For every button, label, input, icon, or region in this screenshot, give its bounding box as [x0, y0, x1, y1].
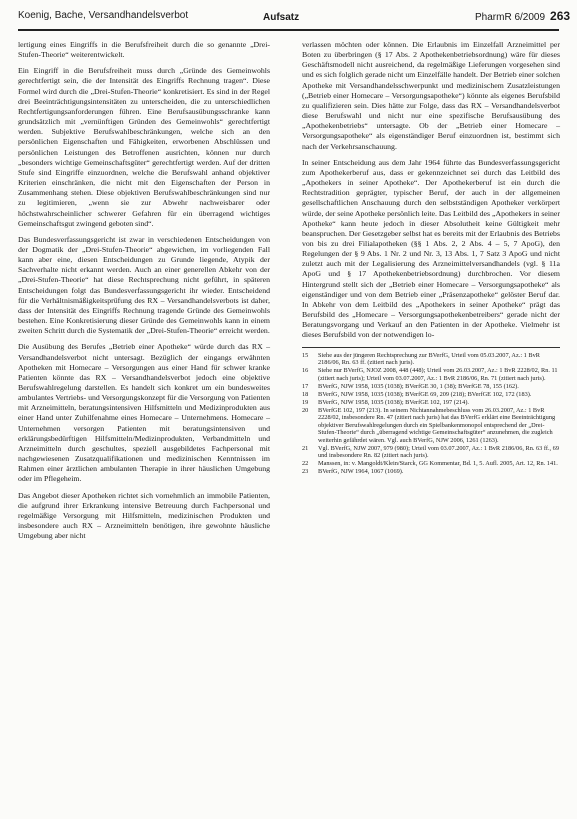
footnote — [302, 445, 560, 460]
footnote-number: 20 — [302, 406, 309, 414]
left-column — [18, 40, 270, 547]
paragraph: lertigung eines Eingriffs in die Berufsfreiheit durch die so genannte „Drei-Stufen-Theorie“ weiterentwickelt. — [18, 40, 270, 60]
footnote-text: Vgl. BVerfG, NJW 2007, 979 (980); Urteil vom 03.07.2007, Az.: 1 BvR 2186/06, Rn. 63 ff., 69 und insbesondere Rn. 82 (zitiert nach juris). — [318, 444, 559, 460]
paragraph: verlassen möchten oder können. Die Erlaubnis im Einzelfall Arzneimittel per Boten zu überbringen (§ 17 Abs. 2 Apothekenbetriebsordnung) wäre für dieses Geschäftsmodell nicht ausreichend, da regelmäßige Lieferungen vorgesehen sind und es sich folglich gerade nicht um Einzelfälle handelt. Der Betrieb einer solchen Apotheke mit Versandhandelsschwerpunkt und medizinischem Zusatzleistungen („Betrieb einer Homecare – Versorgungsapotheke“) könnte als eigenes Berufsbild zu qualifizieren sein. Dies hätte zur Folge, dass das RX – Versandhandelsverbot diese Berufswahl und nicht nur eine spezifische Berufsausübung des „Apothekenbetriebs“ untersagte. Ob der „Betrieb einer Homecare – Versorgungsapotheke“ als eigenständiger Beruf einzuordnen ist, bestimmt sich nach der Verkehrsanschauung. — [302, 40, 560, 151]
paragraph: In seiner Entscheidung aus dem Jahr 1964 führte das Bundesverfassungsgericht zum Apothekerberuf aus, dass er gekennzeichnet sei durch das Leitbild des „Apothekers in seiner Apotheke“. Der Apothekerberuf ist ein durch die Rechtstradition geprägter, typischer Beruf, der auch in der allgemeinen gesellschaftlichen Anschauung durch den selbstständigen Apotheker verkörpert würde, der seine Apotheke persönlich leite. Das Leitbild des „Apothekers in seiner Apotheke“ kann heute jedoch in dieser Absolutheit keine Gültigkeit mehr beanspruchen. Der Gesetzgeber selbst hat es bereits mit der Erlaubnis des Betriebs von bis zu drei Filialapotheken (§§ 1 Abs. 2, 2 Abs. 4 – 5, 7 ApoG), den Regelungen der § 9 Abs. 1 Nr. 2 und Nr. 3, 13 Abs. 1, 7 Satz 3 ApoG und nicht zuletzt auch mit der Legalisierung des Arzneimittelversandhandels (vgl. § 11a ApoG und § 17 Apothekenbetriebsordnung) durchbrochen. Vor diesem Hintergrund stellt sich der „Betrieb einer Homecare – Versorgungsapotheke“ als eigenständiger und von dem Betrieb einer „Präsenzapotheke“ gelöster Beruf dar. In Abkehr von dem Leitbild des „Apothekers in seiner Apotheke“ prägt das Berufsbild des „Homecare – Versorgungsapothekenbetreibers“ gerade nicht der Beratungsvorgang und Verkauf an den Patienten in der Apotheke. Vielmehr ist dieses Berufsbild von der notwendigen lo- — [302, 157, 560, 340]
footnote-number: 21 — [302, 444, 309, 452]
footnote-number: 15 — [302, 351, 309, 359]
right-column — [302, 40, 560, 476]
footnote-text: Manssen, in: v. Mangoldt/Klein/Starck, GG Kommentar, Bd. 1, 5. Aufl. 2005, Art. 12, Rn. 141. — [318, 460, 558, 468]
paragraph: Das Angebot dieser Apotheken richtet sich vornehmlich an immobile Patienten, die aufgrund ihrer Erkrankung intensive Betreuung durch Fachpersonal und regelmäßige Versorgung mit Hilfsmitteln, medizinischen Produkten und insbesondere auch RX – Arzneimitteln benötigen, ihre gewohnte häusliche Umgebung aber nicht — [18, 490, 270, 541]
footnote-text: BVerfG, NJW 1964, 1067 (1069). — [318, 468, 404, 476]
footnote — [302, 352, 560, 367]
paragraph: Die Ausübung des Berufes „Betrieb einer Apotheke“ würde durch das RX – Versandhandelsverbot nicht untersagt. Bezüglich der eingangs erwähnten Apotheken mit Homecare – Versorgungen aus einer Hand für schwer kranke Patienten könnte das RX – Versandhandelsverbot jedoch eine objektive Berufswahlregelung darstellen. Es handelt sich konkret um ein bundesweites ambulantes Vertriebs- und Versorgungskonzept für die Versorgung von Patienten mit Arzneimitteln, beratungsintensiven Hilfsmitteln und Medizinprodukten aus einer Hand unter Zuhilfenahme eines Homecare – Unternehmens. Homecare – Unternehmen versorgen Patienten mit beratungsintensiven und erklärungsbedürftigen Hilfsmitteln/Medizinprodukten, Verbandmitteln und Arzneimitteln durch geschultes, speziell ausgebildetes Fachpersonal mit nachgewiesenen Zusatzqualifikationen und medizinischen Kenntnissen im Rahmen einer ärztlichen ambulanten Therapie in ihrer häuslichen Umgebung oder im Pflegeheim. — [18, 342, 270, 484]
footnote — [302, 399, 560, 407]
footnote — [302, 367, 560, 382]
footnote-text: BVerfG, NJW 1958, 1035 (1038); BVerfGE 69, 209 (218); BVerfGE 102, 172 (183). — [318, 390, 532, 398]
header-rule — [18, 29, 559, 31]
page-number: 263 — [550, 9, 571, 23]
journal-page — [475, 9, 570, 23]
footnote-divider — [302, 347, 560, 348]
footnote-text: Siehe nur BVerfG, NJOZ 2008, 448 (448); Urteil vom 26.03.2007, Az.: 1 BvR 2228/02, Rn. 11 (zitiert nach juris); Urteil vom 03.07.2007, Az.: 1 BvR 2186/06, Rn. 71 (zitiert nach juris). — [318, 367, 558, 382]
footnote-number: 23 — [302, 468, 309, 476]
footnote-number: 19 — [302, 398, 309, 406]
footnote-text: Siehe aus der jüngeren Rechtsprechung zur BVerfG, Urteil vom 05.03.2007, Az.: 1 BvR 2186/06, Rn. 63 ff. (zitiert nach juris). — [318, 351, 540, 367]
paragraph: Das Bundesverfassungsgericht ist zwar in verschiedenen Entscheidungen von der Dogmatik der „Drei-Stufen-Theorie“ abgewichen, im vorliegenden Fall kann aber eine, diesen Entscheidungen zu Grunde liegende, Atypik der Sachverhalte nicht erkannt werden. Auch an einer generellen Abkehr von der „Drei-Stufen-Theorie“ hat diese Rechtsprechung nicht geführt, in späteren Entscheidungen folgt das Bundesverfassungsgericht ihr wieder. Entscheidend für die Verhältnismäßigkeitsprüfung des RX – Versandhandelsverbots ist daher, dass der Intensität des Eingriffs Rechnung tragende Gründe des Gemeinwohls bestehen. Eine Konkretisierung dieser Gründe des Gemeinwohls kann in einem zweiten Schritt durch die Systematik der „Drei-Stufen-Theorie“ erreicht werden. — [18, 234, 270, 336]
running-head-authors: Koenig, Bache, Versandhandelsverbot — [18, 10, 189, 21]
footnote — [302, 391, 560, 399]
page-header — [0, 0, 577, 38]
footnote — [302, 407, 560, 445]
footnote-number: 22 — [302, 460, 309, 468]
footnote-text: BVerfG, NJW 1958, 1035 (1038); BVerfGE 30, 1 (38); BVerfGE 78, 155 (162). — [318, 382, 519, 390]
section-label: Aufsatz — [263, 12, 300, 23]
footnote-number: 18 — [302, 390, 309, 398]
footnote-text: BVerfGE 102, 197 (213). In seinem Nichtannahmebeschluss vom 26.03.2007, Az.: 1 BvR 2228/02, insbesondere Rn. 47 (zitiert nach juris) hat das BVerfG erklärt eine Beeinträchtigung objektiver Berufswahlregelungen durch ein Spielbankenmonopol entsprechend der „Drei-Stufen-Theorie“ durch „überragend wichtige Gemeinschaftsgüter“ anzunehmen, die zugleich weiterhin gefährdet wären. Vgl. auch BVerfG, NJW 2006, 1261 (1263). — [318, 406, 556, 444]
footnote-text: BVerfG, NJW 1958, 1035 (1038); BVerfGE 102, 197 (214). — [318, 398, 469, 406]
footnote-number: 16 — [302, 367, 309, 375]
footnotes — [302, 352, 560, 476]
paragraph: Ein Eingriff in die Berufsfreiheit muss durch „Gründe des Gemeinwohls gerechtfertigt sein, die der Intensität des Eingriffs Rechnung tragen“. Diese Formel wird durch die „Drei-Stufen-Theorie“ konkretisiert. Es sind in der Regel drei Beeinträchtigungsintensitäten zu unterscheiden, die zu unterschiedlichen Rechtfertigungsanforderungen führen. Eine Berufsausübungsschranke kann grundsätzlich mit „vernünftigen Gründen des Gemeinwohls“ gerechtfertigt werden. Subjektive Berufswahlbeschränkungen, welche sich an den persönlichen Eigenschaften und Fähigkeiten, erworbenen Abschlüssen und persönlichen Leistungen des Betroffenen ausrichten, können nur durch „besonders wichtige Gemeinschaftsgüter“ gerechtfertigt werden. Auf der dritten Stufe sind Eingriffe einzuordnen, welche die Berufswahl anhand objektiver Kriterien einschränken, die nicht mit den Eigenschaften der Person in Zusammenhang stehen. Diese objektiven Berufswahlbeschränkungen sind nur zu legitimieren, „wenn sie zur Abwehr nachweisbarer oder höchstwahrscheinlicher schwerer Gefahren für ein überragend wichtiges Gemeinschaftsgut zwingend geboten sind“. — [18, 66, 270, 228]
footnote — [302, 468, 560, 476]
footnote — [302, 383, 560, 391]
footnote — [302, 460, 560, 468]
journal-issue: PharmR 6/2009 — [475, 12, 546, 23]
footnote-number: 17 — [302, 382, 309, 390]
